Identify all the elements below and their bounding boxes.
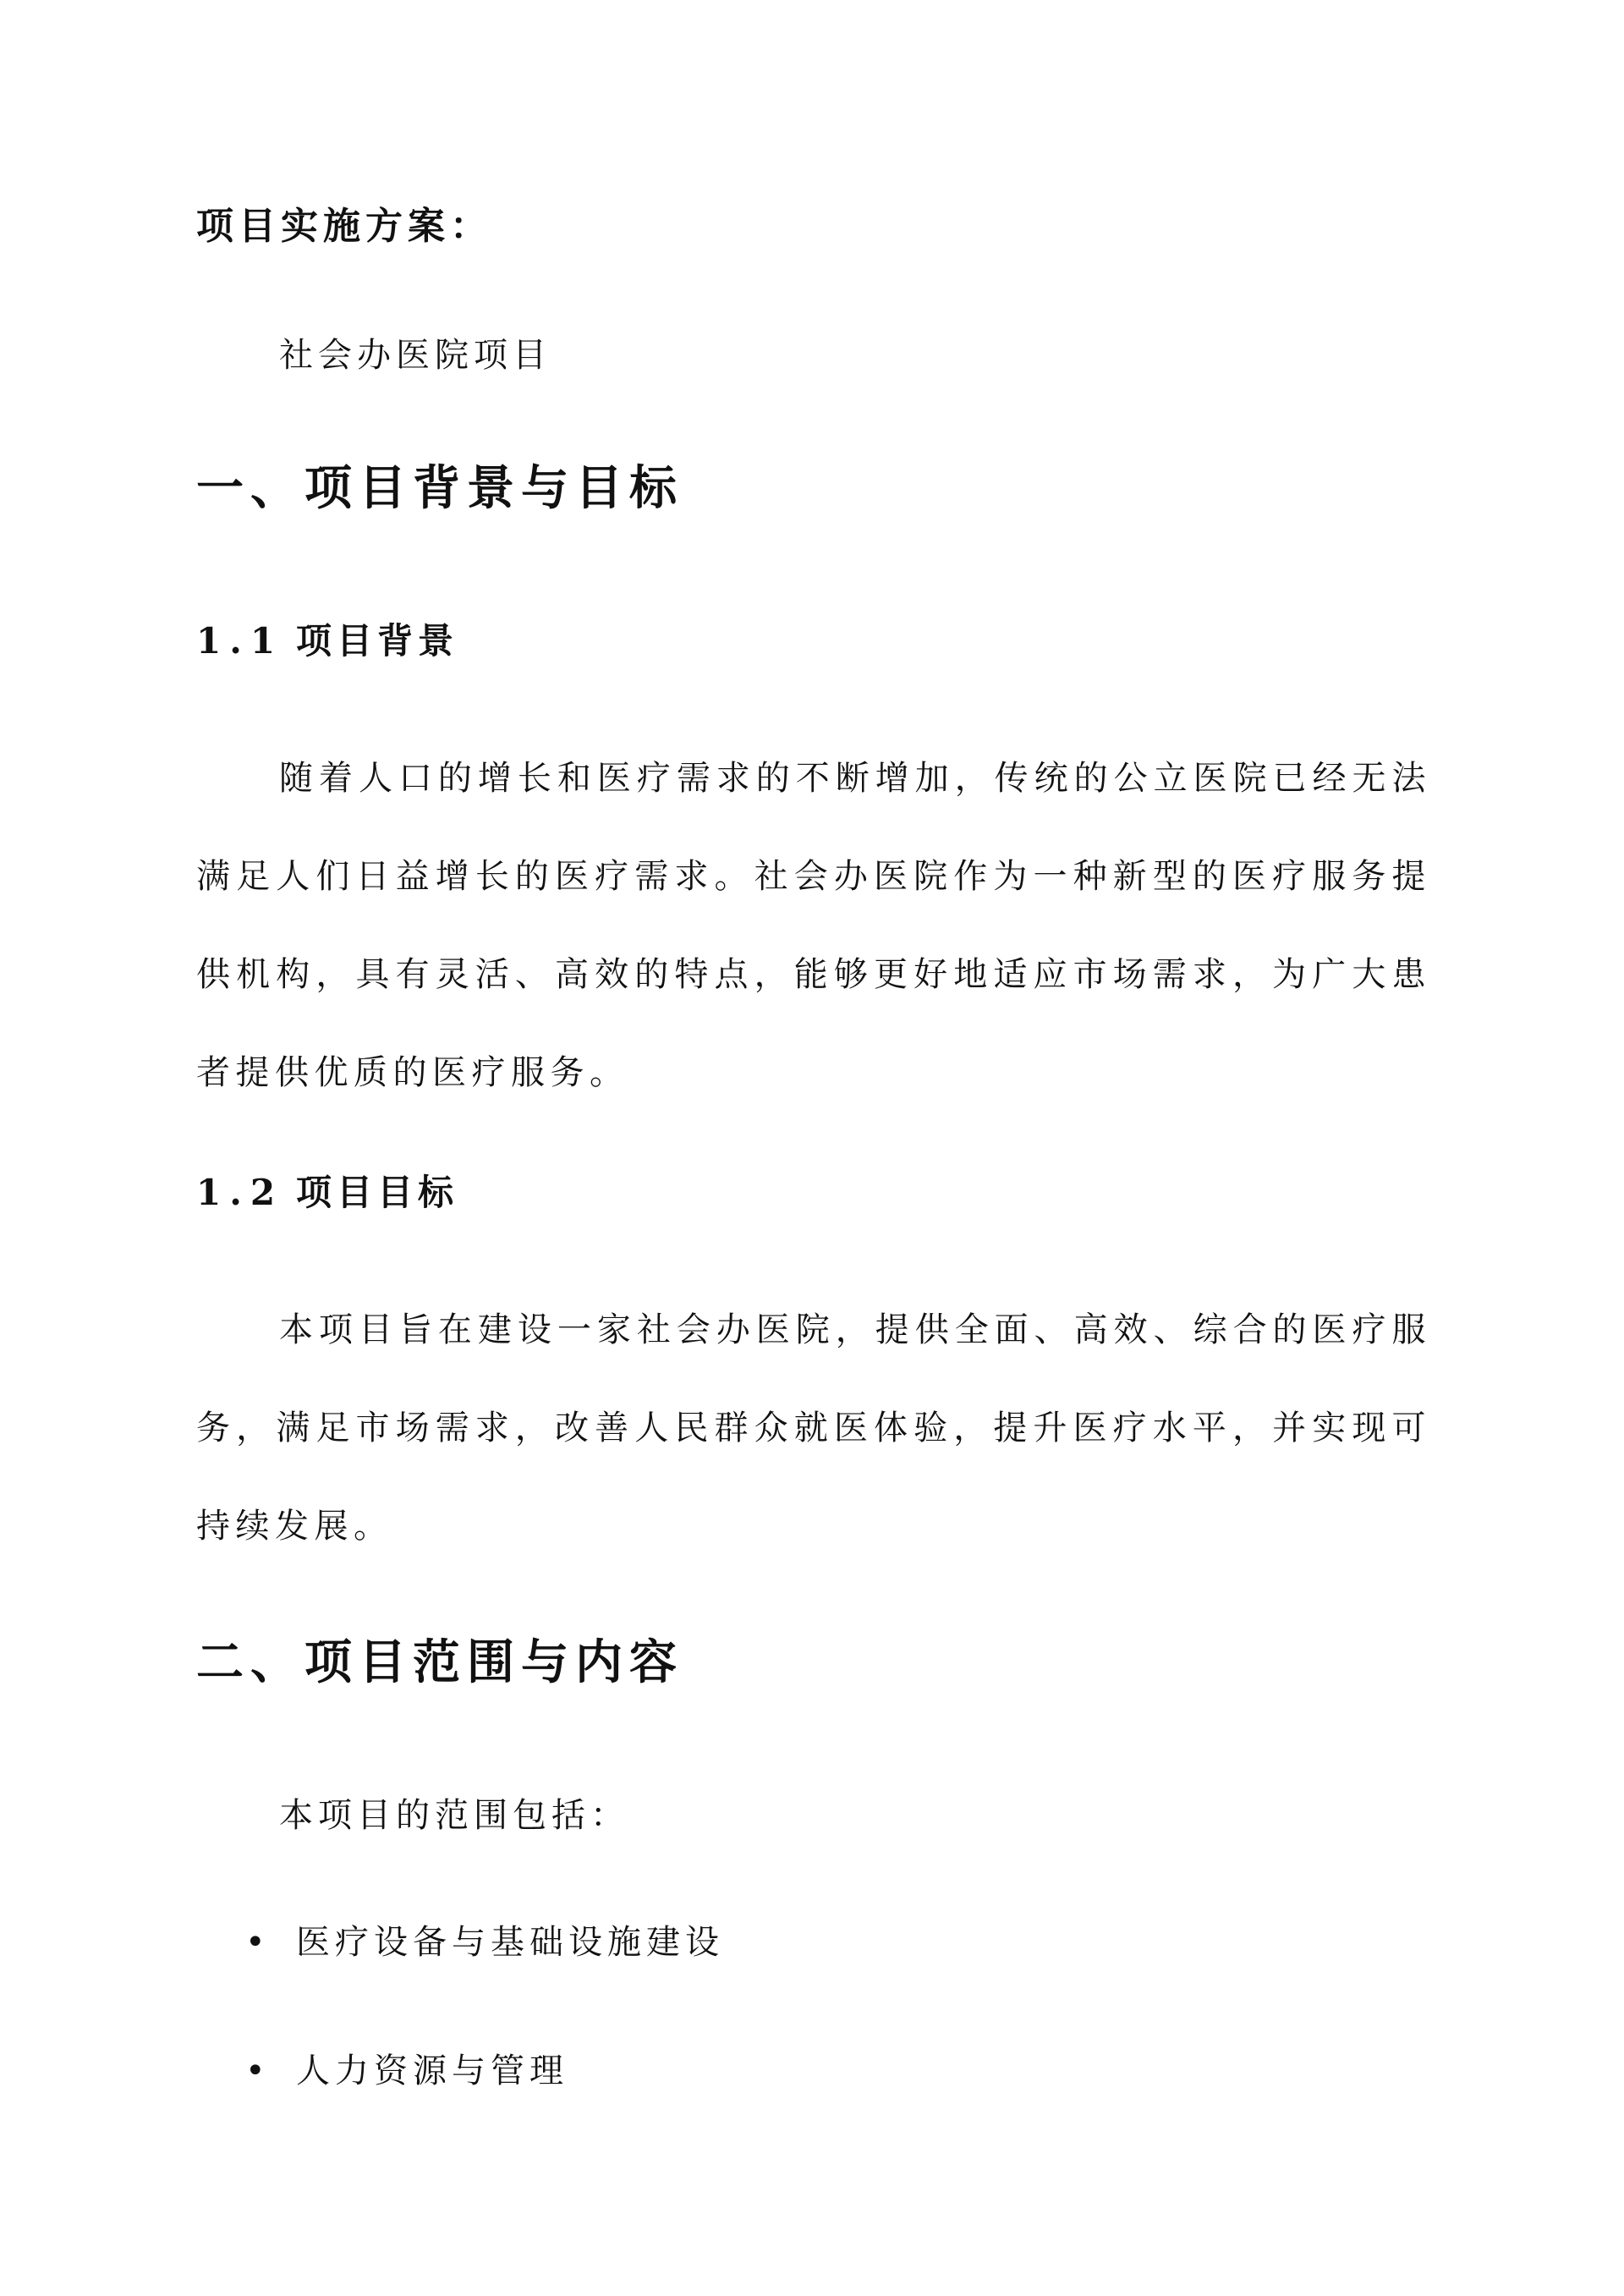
subsection-heading-1-2: [196, 1159, 458, 1227]
list-item-text: 医疗设备与基础设施建设: [296, 1923, 724, 1962]
section-heading-scope-content: 二、项目范围与内容: [196, 1634, 683, 1690]
bullet-icon: •: [245, 1923, 271, 1962]
subsection-number: 1.2: [196, 1172, 284, 1213]
scope-intro-text: 本项目的范围包括：: [279, 1796, 629, 1835]
section-heading-background-goals: 一、项目背景与目标: [196, 460, 683, 516]
list-item: [245, 2037, 568, 2105]
document-title: 项目实施方案：: [196, 205, 492, 248]
subsection-title: 项目目标: [296, 1172, 459, 1213]
paragraph-goals: 本项目旨在建设一家社会办医院，提供全面、高效、综合的医疗服务，满足市场需求，改善人民群众就医体验，提升医疗水平，并实现可持续发展。: [196, 1310, 1431, 1546]
subsection-heading-1-1: [196, 607, 458, 675]
document-subtitle: 社会办医院项目: [279, 336, 551, 375]
subsection-number: 1.1: [196, 620, 284, 662]
paragraph-background: 随着人口的增长和医疗需求的不断增加，传统的公立医院已经无法满足人们日益增长的医疗需求。社会办医院作为一种新型的医疗服务提供机构，具有灵活、高效的特点，能够更好地适应市场需求，为广大患者提供优质的医疗服务。: [196, 759, 1431, 1092]
list-item: [245, 1909, 724, 1976]
list-item-text: 人力资源与管理: [296, 2052, 568, 2090]
bullet-icon: •: [245, 2052, 271, 2090]
subsection-title: 项目背景: [296, 620, 459, 662]
